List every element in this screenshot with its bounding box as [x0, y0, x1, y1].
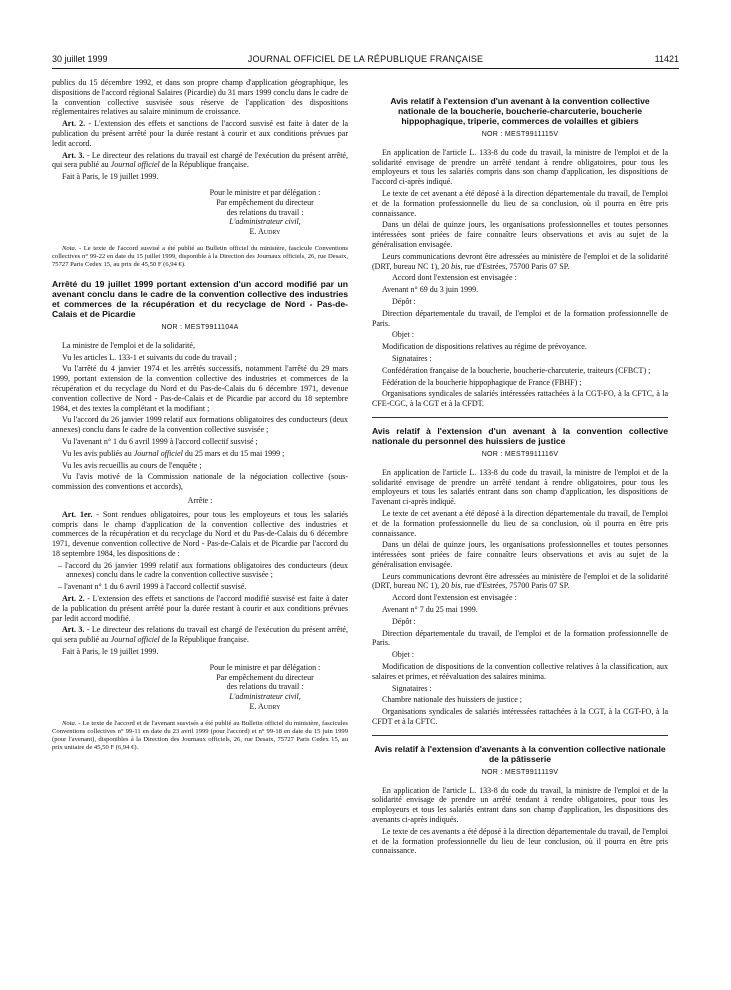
signature-line: des relations du travail : — [226, 207, 304, 217]
nota-text: - Le texte de l'accord et de l'avenant susvisés a été publié au Bulletin officiel du ministère, fascicules Conventions collectives n° 99-11 en date du 23 avril 1999 (pour l'accord) et n° 99-18 en date du 15 juin 1999 (pour l'avenant), disponibles à la Direction des Journaux officiels, 26, rue Desaix, 75727 Paris Cedex 15, au prix unitaire de 45,50 F (6,94 €). — [52, 719, 348, 751]
signataire: Organisations syndicales de salariés intéressées rattachées à la CGT, à la CGT-FO, à la CFDT et à la CFTC. — [372, 707, 668, 727]
avis-paragraph: Le texte de ces avenants a été déposé à la direction départementale du travail, de l'emploi et de la formation professionnelle du lieu de leur conclusion, où il pourra en être pris connaissance. — [372, 826, 668, 856]
article-text: - Sont rendues obligatoires, pour tous les employeurs et tous les salariés compris dans le champ d'application de la convention collective des industries et commerces de la récupération et du recyclage du Nord et du Pas-de-Calais du 6 décembre 1971, devenue convention collective de Nord - Pas-de-Calais et de Picardie par l'accord du 18 septembre 1984, les dispositions de : — [52, 509, 349, 558]
signataire: Organisations syndicales de salariés intéressées rattachées à la CGT-FO, à la CFTC, à la CFE-CGC, à la CGT et à la CFDT. — [372, 389, 668, 409]
nota-label: Nota. — [62, 244, 77, 252]
list-item: – l'accord du 26 janvier 1999 relatif aux formations obligatoires des conducteurs (deux annexes) conclu dans le cadre la convention collective susvisée ; — [58, 560, 348, 580]
divider — [372, 735, 668, 736]
journal-ref: Journal officiel — [110, 635, 160, 645]
depot-text: Direction départementale du travail, de l'emploi et de la formation professionnelle de Paris. — [372, 308, 668, 328]
nota-note — [52, 245, 348, 269]
avis-text: rue d'Estrées, 75700 Paris 07 SP. — [462, 261, 570, 271]
signature-line: L'administrateur civil, — [229, 217, 301, 227]
journal-title: JOURNAL OFFICIEL DE LA RÉPUBLIQUE FRANÇAISE — [247, 54, 484, 64]
article-text: - Le directeur des relations du travail est chargé de l'exécution du présent arrêté, qui sera publié au — [52, 625, 348, 645]
right-column — [372, 78, 668, 858]
intro-paragraph: publics du 15 décembre 1992, et dans son propre champ d'application géographique, les dispositions de l'accord régional Salaires (Picardie) du 31 mars 1999 conclu dans le cadre de la convention collective susvisée sous réserve de l'application des dispositions réglementaires relatives au salaire minimum de croissance. — [52, 78, 349, 117]
nor-reference: NOR : MESТ9911116V — [481, 450, 559, 458]
left-column — [52, 78, 348, 762]
avis-text: rue d'Estrées, 75700 Paris 07 SP. — [462, 581, 570, 591]
depot-text: Direction départementale du travail, de l'emploi et de la formation professionnelle de Paris. — [372, 628, 668, 648]
avis-paragraph — [372, 252, 668, 272]
visa-line: Vu les avis recueillis au cours de l'enquête ; — [62, 460, 202, 470]
avis-paragraph: Le texte de cet avenant a été déposé à la direction départementale du travail, de l'emploi et de la formation professionnelle du lieu de sa conclusion, où il pourra en être pris connaissance. — [372, 508, 668, 538]
signature-block — [172, 188, 348, 237]
signature-line: Par empêchement du directeur — [216, 672, 314, 682]
article-2 — [52, 594, 348, 623]
article-label: Art. 2. — [62, 594, 85, 604]
signature-block — [172, 663, 348, 712]
visa-line: Vu l'accord du 26 janvier 1999 relatif aux formations obligatoires des conducteurs (deux annexes) conclu dans le cadre de la convention collective susvisée ; — [52, 415, 348, 435]
nota-text: - Le texte de l'accord susvisé a été publié au Bulletin officiel du ministère, fascicule Conventions collectives n° 99-22 en date du 15 juillet 1999, disponible à la Direction des Journaux officiels, 26, rue Desaix, 75727 Paris Cedex 15, au prix de 45,50 F (6,94 €). — [52, 244, 348, 268]
nor-reference: NOR : MESТ9911104A — [161, 323, 239, 331]
signataire: Fédération de la boucherie hippophagique de France (FBHF) ; — [382, 377, 582, 387]
nor-reference: NOR : MESТ9911119V — [481, 768, 559, 776]
bis: bis, — [451, 581, 463, 591]
bis: bis, — [451, 261, 463, 271]
avis-paragraph: En application de l'article L. 133-8 du code du travail, la ministre de l'emploi et de la solidarité envisage de prendre un arrêté tendant à rendre obligatoires, pour tous les employeurs et tous les salariés entrant dans son champ d'application, les dispositions de l'avenant ci-après indiqué. — [372, 467, 668, 507]
article-label: Art. 3. — [62, 625, 85, 635]
signature-line: L'administrateur civil, — [229, 692, 301, 702]
signature-line: Par empêchement du directeur — [216, 197, 314, 207]
fait-a-paris: Fait à Paris, le 19 juillet 1999. — [62, 647, 159, 657]
depot-label: Dépôt : — [392, 296, 416, 306]
article-text: - L'extension des effets et sanctions de l'accord modifié susvisé est faite à dater de la publication du présent arrêté pour la durée restant à courir et aux conditions prévues par ledit accord modifié. — [52, 594, 348, 623]
accord-label: Accord dont l'extension est envisagée : — [392, 593, 517, 603]
article-text: de la République française. — [159, 635, 249, 645]
divider — [372, 417, 668, 418]
accord-label: Accord dont l'extension est envisagée : — [392, 273, 517, 283]
signataire: Chambre nationale des huissiers de justice ; — [382, 695, 522, 705]
avis-text: Leurs communications devront être adressées au ministère de l'emploi et de la solidarité (DRT, bureau NC 1), 20 — [372, 571, 668, 591]
avis-paragraph: Le texte de cet avenant a été déposé à la direction départementale du travail, de l'emploi et de la formation professionnelle du lieu de sa conclusion, où il pourra en être pris connaissance. — [372, 188, 668, 218]
signataire: Confédération française de la boucherie, boucherie-charcuterie, traiteurs (CFBCT) ; — [382, 365, 651, 375]
objet-text: Modification de dispositions de la convention collective relatives à la classification, aux salaires et primes, et réévaluation des salaires minima. — [372, 662, 668, 681]
visa-line: Vu l'avis motivé de la Commission nationale de la négociation collective (sous-commission des conventions et accords), — [52, 472, 348, 492]
avis-title: Avis relatif à l'extension d'un avenant à la convention collective nationale de la boucherie, boucherie-charcuterie, boucherie hippophagique, triperie, commerces de volailles et gibiers — [390, 96, 650, 126]
article-3 — [52, 151, 348, 171]
header-date: 30 juillet 1999 — [52, 54, 108, 64]
visa-line: La ministre de l'emploi et de la solidarité, — [62, 340, 195, 350]
header-rule — [52, 68, 679, 69]
arrete-title: Arrêté du 19 juillet 1999 portant extension d'un accord modifié par un avenant conclu dans le cadre de la convention collective des industries et commerces de la récupération et du recyclage de Nord - Pas-de-Calais et de Picardie — [52, 278, 348, 319]
avis-paragraph: En application de l'article L. 133-8 du code du travail, la ministre de l'emploi et de la solidarité envisage de prendre un arrêté tendant à rendre obligatoires, pour tous les employeurs et tous les salariés compris dans son champ d'application, les dispositions de l'accord ci-après indiqué. — [372, 147, 668, 187]
journal-ref: Journal officiel — [133, 448, 183, 458]
avis-title: Avis relatif à l'extension d'avenants à la convention collective nationale de la pâtisserie — [374, 743, 666, 764]
signataires-label: Signataires : — [392, 683, 432, 693]
objet-label: Objet : — [392, 650, 414, 660]
signature-line: Pour le ministre et par délégation : — [209, 662, 321, 672]
article-1 — [52, 510, 348, 559]
visa-text: Vu les avis publiés au — [62, 448, 134, 458]
signataires-label: Signataires : — [392, 353, 432, 363]
nota-label: Nota. — [62, 719, 77, 727]
article-3 — [52, 625, 348, 645]
avenant-ref: Avenant n° 69 du 3 juin 1999. — [382, 285, 479, 295]
article-label: Art. 3. — [62, 150, 85, 160]
avis-title: Avis relatif à l'extension d'un avenant à la convention collective nationale du personnel des huissiers de justice — [372, 425, 668, 446]
article-text: - Le directeur des relations du travail est chargé de l'exécution du présent arrêté, qui sera publié au — [52, 150, 348, 170]
journal-ref: Journal officiel — [110, 160, 160, 170]
signature-line: des relations du travail : — [226, 682, 304, 692]
article-label: Art. 1er. — [62, 509, 93, 519]
nor-reference: NOR : MESТ9911115V — [481, 131, 559, 138]
page-number: 11421 — [654, 54, 679, 64]
avis-paragraph — [372, 572, 668, 592]
page-header — [52, 54, 679, 68]
list-item: – l'avenant n° 1 du 6 avril 1999 à l'accord collectif susvisé. — [58, 582, 247, 592]
avenant-ref: Avenant n° 7 du 25 mai 1999. — [382, 605, 478, 615]
avis-paragraph: En application de l'article L. 133-8 du code du travail, la ministre de l'emploi et de la solidarité envisage de prendre un arrêté tendant à rendre obligatoires, pour tous les employeurs et tous les salariés entrant dans son champ d'application, les dispositions des avenants ci-après indiqués. — [372, 785, 668, 825]
avis-text: Leurs communications devront être adressées au ministère de l'emploi et de la solidarité (DRT, bureau NC 1), 20 — [372, 251, 668, 271]
article-2 — [52, 119, 348, 148]
nota-note — [52, 720, 348, 752]
fait-a-paris: Fait à Paris, le 19 juillet 1999. — [62, 172, 159, 182]
article-text: de la République française. — [159, 160, 249, 170]
signatory-name: E. Audry — [249, 702, 281, 712]
visa-line — [52, 449, 348, 459]
objet-label: Objet : — [392, 330, 414, 340]
visa-line: Vu les articles L. 133-1 et suivants du code du travail ; — [62, 352, 237, 362]
signatory-name: E. Audry — [249, 227, 281, 237]
objet-text: Modification de dispositions relatives au régime de prévoyance. — [382, 342, 587, 352]
avis-paragraph: Dans un délai de quinze jours, les organisations professionnelles et toutes personnes intéressées sont priées de faire connaître leurs observations et avis au sujet de la généralisation envisagée. — [372, 220, 668, 249]
arrete-heading: Arrête : — [187, 495, 213, 505]
visa-line: Vu l'avenant n° 1 du 6 avril 1999 à l'accord collectif susvisé ; — [62, 436, 258, 446]
article-text: - L'extension des effets et sanctions de l'accord susvisé est faite à dater de la publication du présent arrêté pour la durée restant à courir et aux conditions prévues par ledit accord. — [52, 119, 349, 148]
depot-label: Dépôt : — [392, 616, 416, 626]
avis-paragraph: Dans un délai de quinze jours, les organisations professionnelles et toutes personnes intéressées sont priées de faire connaître leurs observations et avis au sujet de la généralisation envisagée. — [372, 540, 668, 569]
visa-text: du 25 mars et du 15 mai 1999 ; — [182, 448, 285, 458]
article-label: Art. 2. — [62, 119, 86, 129]
signature-line: Pour le ministre et par délégation : — [209, 187, 321, 197]
visa-line: Vu l'arrêté du 4 janvier 1974 et les arrêtés successifs, notamment l'arrêté du 29 mars 1999, portant extension de la convention collective des industries et commerces de la récupération et du recyclage du Nord et du Pas-de-Calais du 6 décembre 1971, devenue convention collective de Nord - Pas-de-Calais et de Picardie par accord du 18 septembre 1984, et des textes la complétant et la modifiant ; — [52, 364, 348, 413]
